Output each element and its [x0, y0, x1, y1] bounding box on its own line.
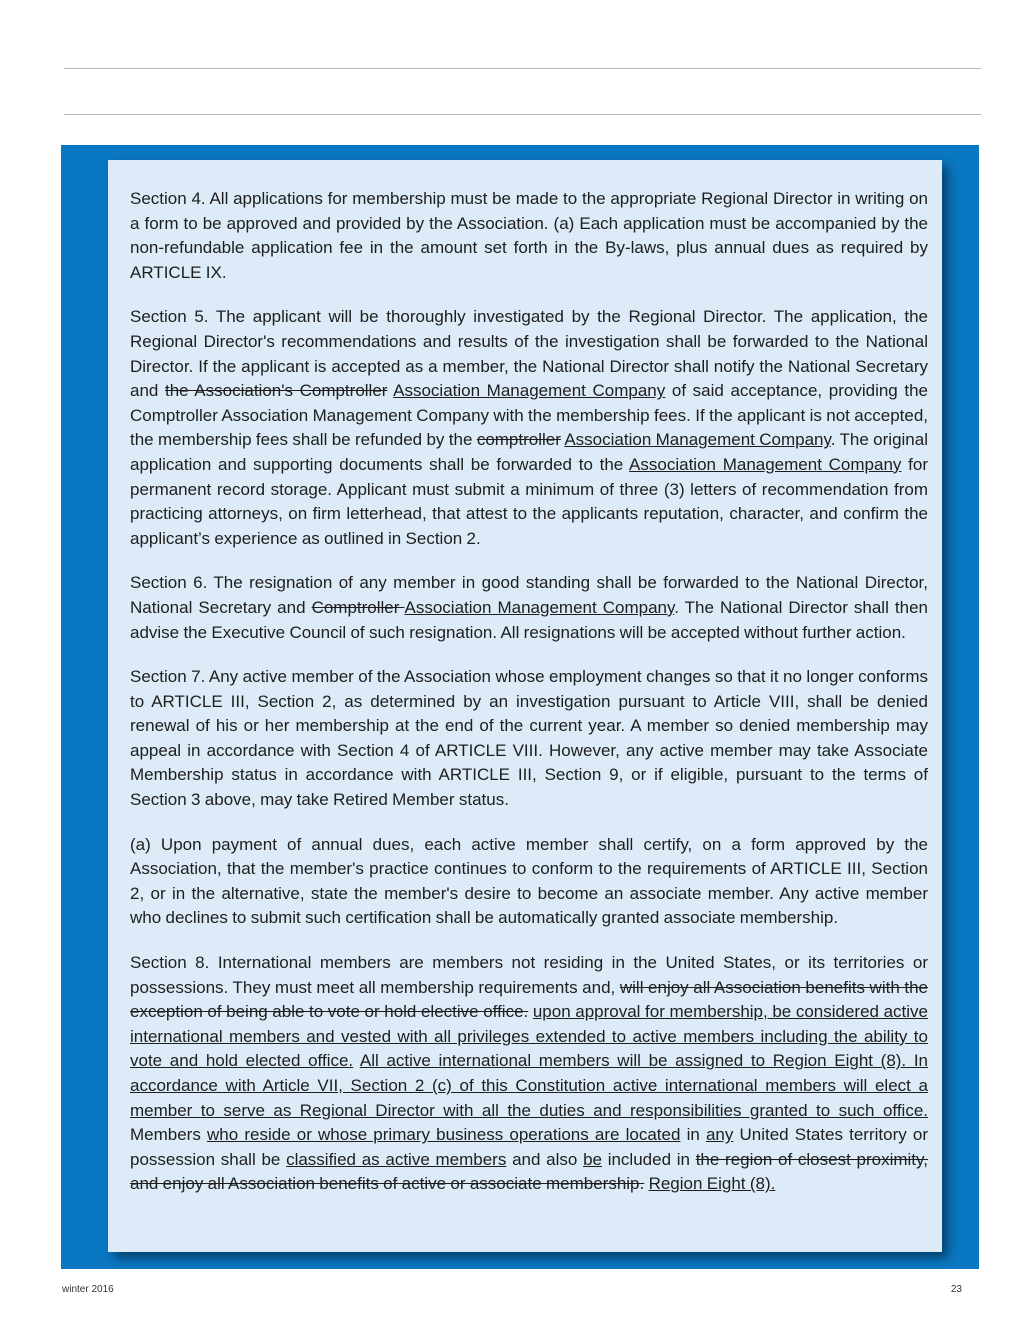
page-number: 23 — [950, 1284, 962, 1295]
body-text: (a) Upon payment of annual dues, each active member shall certify, on a form approved by the Association, that the member's practice continues to conform to the requirements of ARTICLE III, Section 2, or in the alternative, state the member's desire to become an associate member. Any active member who declines to submit such certification shall be automatically granted associate membership. — [130, 834, 928, 928]
inserted-text: Association Management Company — [393, 381, 666, 401]
inserted-text: Association Management Company — [629, 454, 902, 474]
second-rule — [64, 114, 981, 115]
body-text: . The National Director shall then advise the Executive Council of such resignation. All resignations will be accepted without further action. — [130, 597, 928, 642]
section-8-paragraph — [130, 951, 928, 1197]
deleted-text: the region of closest proximity, and enjoy all Association benefits of active or associate membership. — [130, 1149, 928, 1194]
deleted-text: comptroller — [476, 430, 561, 450]
body-text: for permanent record storage. Applicant must submit a minimum of three (3) letters of recommendation from practicing attorneys, on firm letterhead, that attest to the applicants reputation, character, and confirm the applicant’s experience as outlined in Section 2. — [130, 454, 928, 548]
body-text: United States territory or possession shall be — [130, 1125, 928, 1169]
body-text: Section 6. The resignation of any member in good standing shall be forwarded to the National Director, National Secretary and — [130, 573, 928, 617]
issue-label: winter 2016 — [62, 1284, 114, 1295]
body-text: of said acceptance, providing the Comptroller Association Management Company with the membership fees. If the applicant is not accepted, the membership fees shall be refunded by the — [130, 381, 928, 450]
inserted-text: All active international members will be assigned to Region Eight (8). In accordance with Article VII, Section 2 (c) of this Constitution active international members will elect a member to serve as Regional Director with all the duties and responsibilities granted to such office. — [130, 1051, 928, 1120]
body-text: Section 5. The applicant will be thoroughly investigated by the Regional Director. The application, the Regional Director's recommendations and results of the investigation shall be forwarded to the National Director. If the applicant is accepted as a member, the National Director shall notify the National Secretary and — [130, 307, 928, 401]
section-7a-paragraph — [130, 833, 928, 931]
deleted-text: Comptroller — [311, 597, 405, 617]
inserted-text: who reside or whose primary business operations are located — [207, 1125, 681, 1145]
inserted-text: Association Management Company — [564, 430, 831, 450]
inserted-text: Association Management Company — [404, 597, 675, 617]
body-text: and also — [506, 1149, 584, 1169]
section-4-paragraph — [130, 187, 928, 285]
inserted-text: classified as active members — [286, 1149, 507, 1169]
top-rule — [64, 68, 981, 69]
section-7-paragraph — [130, 665, 928, 813]
body-text: Section 7. Any active member of the Association whose employment changes so that it no longer conforms to ARTICLE III, Section 2, as determined by an investigation pursuant to Article VIII, shall be denied renewal of his or her membership at the end of the current year. A member so denied membership may appeal in accordance with Section 4 of ARTICLE VIII. However, any active member may take Associate Membership status in accordance with ARTICLE III, Section 9, or if eligible, pursuant to the terms of Section 3 above, may take Retired Member status. — [130, 667, 928, 810]
body-text: included in — [601, 1149, 696, 1169]
inserted-text: any — [705, 1125, 734, 1145]
section-5-paragraph — [130, 305, 928, 551]
inserted-text: Region Eight (8). — [648, 1174, 776, 1194]
body-text: Section 4. All applications for membership must be made to the appropriate Regional Director in writing on a form to be approved and provided by the Association. (a) Each application must be accompanied by the non-refundable application fee in the amount set forth in the By-laws, plus annual dues as required by ARTICLE IX. — [130, 189, 928, 282]
inserted-text: be — [583, 1149, 602, 1169]
deleted-text: will enjoy all Association benefits with the exception of being able to vote or hold elective office. — [130, 977, 928, 1022]
body-text: . The original application and supporting documents shall be forwarded to the — [130, 430, 928, 474]
body-text: Section 8. International members are members not residing in the United States, or its territories or possessions. They must meet all membership requirements and, — [130, 953, 928, 997]
body-text: Members — [130, 1125, 207, 1145]
constitution-text-box — [108, 160, 942, 1252]
deleted-text: the Association's Comptroller — [164, 381, 388, 401]
body-text: in — [680, 1125, 706, 1145]
section-6-paragraph — [130, 571, 928, 645]
body-text — [353, 1051, 360, 1070]
inserted-text: upon approval for membership, be considered active international members and vested with all privileges extended to active members including the ability to vote and hold elected office. — [130, 1002, 928, 1071]
